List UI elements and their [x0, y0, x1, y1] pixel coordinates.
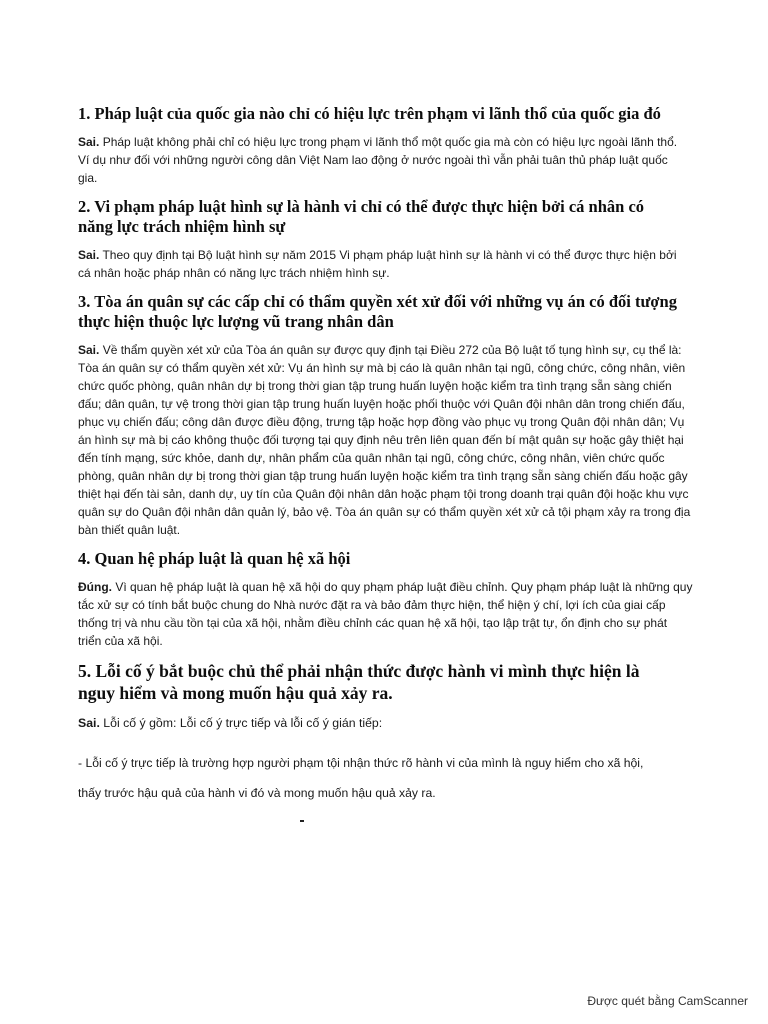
section-4-answer: [78, 578, 693, 650]
section-1-verdict: Sai.: [78, 135, 100, 149]
section-4-verdict: Đúng.: [78, 580, 112, 594]
section-2-verdict: Sai.: [78, 248, 100, 262]
section-4: [78, 549, 693, 650]
camscanner-watermark: Được quét bằng CamScanner: [587, 994, 748, 1008]
section-3-answer: [78, 341, 693, 539]
scan-speck: [300, 820, 304, 822]
section-4-answer-text: Vì quan hệ pháp luật là quan hệ xã hội do quy phạm pháp luật điều chỉnh. Quy phạm pháp luật là những quy tắc xử sự có tính bắt buộc chung do Nhà nước đặt ra và bảo đảm thực hiện, thể hiện ý chí, lợi ích của giai cấp thống trị và nhu cầu tồn tại của xã hội, nhằm điều chỉnh các quan hệ xã hội, tạo lập trật tự, ổn định cho sự phát triển của xã hội.: [78, 580, 693, 648]
section-3-answer-text: Về thẩm quyền xét xử của Tòa án quân sự được quy định tại Điều 272 của Bộ luật tố tụng hình sự, cụ thể là: Tòa án quân sự có thẩm quyền xét xử: Vụ án hình sự mà bị cáo là quân nhân tại ngũ, công chức, công nhân, viên chức quốc phòng, quân nhân dự bị trong thời gian tập trung huấn luyện hoặc kiểm tra tình trạng sẵn sàng chiến đấu; dân quân, tự vệ trong thời gian tập trung huấn luyện hoặc phối thuộc với Quân đội nhân dân trong chiến đấu, phục vụ chiến đấu; công dân được điều động, trưng tập hoặc hợp đồng vào phục vụ trong Quân đội nhân dân; Vụ án hình sự mà bị cáo không thuộc đối tượng tại quy định nêu trên liên quan đến bí mật quân sự hoặc gây thiệt hại đến tính mạng, sức khỏe, danh dự, nhân phẩm của quân nhân tại ngũ, công chức, công nhân, viên chức quốc phòng, quân nhân dự bị trong thời gian tập trung huấn luyện hoặc kiểm tra tình trạng sẵn sàng chiến đấu hoặc gây thiệt hại đến tài sản, danh dự, uy tín của Quân đội nhân dân hoặc phạm tội trong doanh trại quân đội hoặc khu vực quân sự do Quân đội nhân dân quản lý, bảo vệ. Tòa án quân sự có thẩm quyền xét xử cả tội phạm xảy ra trong địa bàn thiết quân luật.: [78, 343, 691, 537]
section-5-bullet-line-1: - Lỗi cố ý trực tiếp là trường hợp người phạm tội nhận thức rõ hành vi của mình là nguy hiểm cho xã hội,: [78, 756, 644, 770]
document-page: [78, 104, 693, 808]
section-2-title: 2. Vi phạm pháp luật hình sự là hành vi chỉ có thể được thực hiện bởi cá nhân có năng lực trách nhiệm hình sự: [78, 197, 645, 236]
section-1: [78, 104, 678, 187]
section-5-bullet-line-2: thấy trước hậu quả của hành vi đó và mong muốn hậu quả xảy ra.: [78, 786, 436, 800]
section-5-title: 5. Lỗi cố ý bắt buộc chủ thể phải nhận thức được hành vi mình thực hiện là nguy hiểm và mong muốn hậu quả xảy ra.: [78, 661, 640, 703]
section-2-answer-text: Theo quy định tại Bộ luật hình sự năm 2015 Vi phạm pháp luật hình sự là hành vi có thể được thực hiện bởi cá nhân hoặc pháp nhân có năng lực trách nhiệm hình sự.: [78, 248, 677, 280]
section-5-answer-text: Lỗi cố ý gồm: Lỗi cố ý trực tiếp và lỗi cố ý gián tiếp:: [99, 716, 383, 730]
section-3-verdict: Sai.: [78, 343, 100, 357]
section-5-verdict: Sai.: [78, 716, 100, 730]
section-5-answer: [78, 714, 678, 732]
section-1-answer-text: Pháp luật không phải chỉ có hiệu lực trong phạm vi lãnh thổ một quốc gia mà còn có hiệu lực ngoài lãnh thổ. Ví dụ như đối với những người công dân Việt Nam lao động ở nước ngoài thì vẫn phải tuân thủ pháp luật quốc gia.: [78, 135, 678, 185]
section-1-title: 1. Pháp luật của quốc gia nào chỉ có hiệu lực trên phạm vi lãnh thổ của quốc gia đó: [78, 104, 661, 123]
section-1-answer: [78, 133, 678, 187]
section-3: [78, 292, 691, 539]
section-3-title: 3. Tòa án quân sự các cấp chỉ có thẩm quyền xét xử đối với những vụ án có đối tượng thực hiện thuộc lực lượng vũ trang nhân dân: [78, 292, 677, 331]
section-5: [78, 660, 678, 808]
section-4-title: 4. Quan hệ pháp luật là quan hệ xã hội: [78, 549, 351, 568]
section-2-answer: [78, 246, 678, 282]
section-2: [78, 197, 678, 282]
